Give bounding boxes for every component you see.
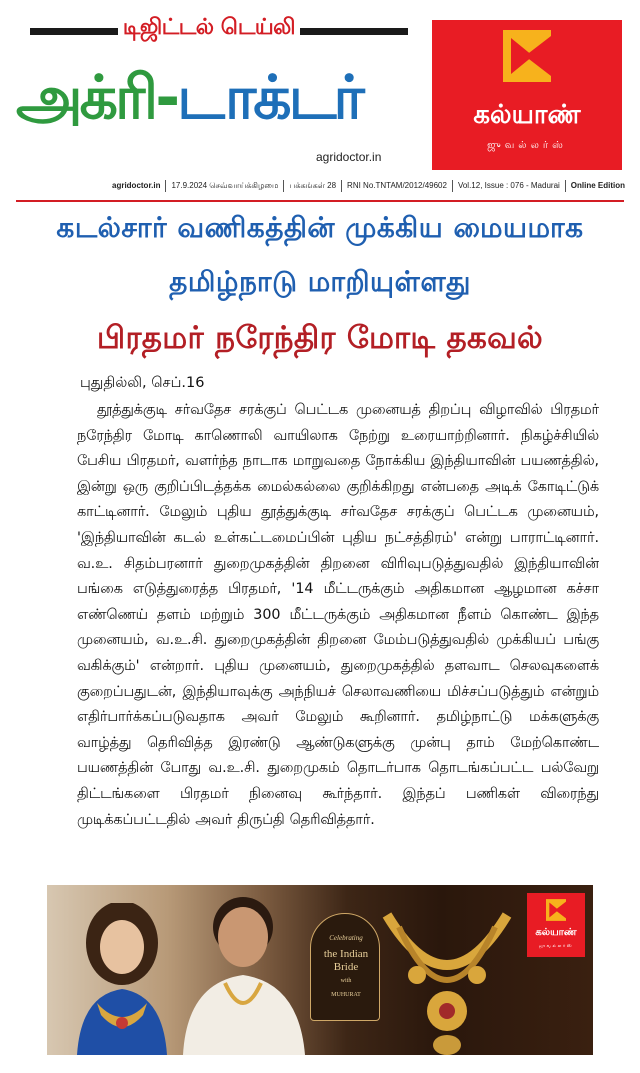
info-volume: Vol.12, Issue : 076 - Madurai — [453, 180, 566, 192]
tagline-rule-left — [30, 28, 118, 35]
headline-line-1: கடல்சார் வணிகத்தின் முக்கிய மையமாக — [56, 211, 584, 244]
masthead — [0, 0, 640, 205]
ad-advertiser-logo — [527, 893, 585, 957]
header-divider — [16, 200, 624, 202]
kalyan-k-mark-icon — [546, 899, 566, 921]
ad-logo-name: கல்யாண் — [535, 927, 577, 938]
badge-line-3: with — [340, 978, 352, 984]
necklace-image — [377, 905, 517, 1055]
info-pages: பக்கங்கள் 28 — [284, 180, 342, 192]
subheadline: பிரதமர் நரேந்திர மோடி தகவல் — [96, 320, 544, 356]
badge-line-4: MUHURAT — [331, 992, 361, 998]
edition-info-bar — [112, 178, 630, 194]
groom-model-image — [165, 891, 315, 1055]
info-edition: Online Edition — [570, 181, 626, 190]
bride-model-image — [67, 903, 177, 1055]
brand-title-part2: டாக்டர் — [177, 63, 362, 133]
advertiser-name: கல்யாண் — [473, 100, 581, 130]
info-date: 17.9.2024 செவ்வாய்க்கிழமை — [166, 180, 284, 192]
info-website[interactable]: agridoctor.in — [112, 180, 166, 192]
badge-line-1: Celebrating — [329, 934, 363, 942]
advertiser-logo[interactable] — [432, 20, 622, 170]
info-rni: RNI No.TNTAM/2012/49602 — [342, 180, 453, 192]
advertiser-subtitle: ஜுவல்லர்ஸ் — [487, 140, 567, 151]
badge-line-2: the Indian Bride — [323, 948, 369, 973]
ad-campaign-badge — [310, 913, 380, 1021]
kalyan-k-mark-icon — [503, 30, 551, 82]
tagline-rule-right — [300, 28, 408, 35]
dateline: புதுதில்லி, செப்.16 — [80, 375, 205, 391]
tagline: டிஜிட்டல் டெய்லி — [122, 15, 296, 40]
article-body — [77, 398, 599, 873]
headline-line-2: தமிழ்நாடு மாறியுள்ளது — [169, 265, 471, 298]
brand-website[interactable]: agridoctor.in — [316, 150, 382, 164]
article-paragraph: தூத்துக்குடி சர்வதேச சரக்குப் பெட்டக முனையத் திறப்பு விழாவில் பிரதமர் நரேந்திர மோடி காணொலி வாயிலாக நேற்று உரையாற்றினார். நிகழ்ச்சியில் பேசிய பிரதமர், வளர்ந்த நாடாக மாறுவதை நோக்கிய இந்தியாவின் பயணத்தில், இன்று ஒரு குறிப்பிடத்தக்க மைல்கல்லை குறிக்கிறது என்பதை அடிக் கோடிட்டுக் காட்டினார். மேலும் புதிய தூத்துக்குடி சர்வதேச சரக்குப் பெட்டக முனையம், 'இந்தியாவின் கடல் உள்கட்டமைப்பின் புதிய நட்சத்திரம்' என்று பாராட்டினார். வ.உ. சிதம்பரனார் துறைமுகத்தின் திறனை விரிவுபடுத்துவதில் இந்தியாவின் பங்கை எடுத்துரைத்த பிரதமர், '14 மீட்டருக்கும் அதிகமான ஆழமான கச்சா எண்ணெய் தளம் மற்றும் 300 மீட்டருக்கும் அதிகமான நீளம் கொண்ட இந்த முனையம், வ.உ.சி. துறைமுகத்தின் திறனை மேம்படுத்துவதில் முக்கியப் பங்கு வகிக்கும்' என்றார். புதிய முனையம், துறைமுகத்தில் தளவாட செலவுகளைக் குறைப்பதுடன், இந்தியாவுக்கு அந்நியச் செலாவணியை மிச்சப்படுத்தும் என்றும் எதிர்பார்க்கப்படுவதாக அவர் மேலும் கூறினார். தமிழ்நாட்டு மக்களுக்கு வாழ்த்து தெரிவித்த இரண்டு ஆண்டுகளுக்கு முன்பு தாம் மேற்கொண்ட பயணத்தின் போது வ.உ.சி. துறைமுகம் தொடர்பாக தொடங்கப்பட்ட பல்வேறு திட்டங்களை பிரதமர் நினைவு கூர்ந்தார். இந்தப் பணிகள் விரைந்து முடிக்கப்பட்டதில் அவர் திருப்தி தெரிவித்தார். — [77, 402, 599, 828]
advertisement-banner[interactable] — [47, 885, 593, 1055]
ad-logo-subtitle: ஜுவல்லர்ஸ் — [538, 944, 574, 949]
brand-title — [16, 48, 412, 148]
brand-title-part1: அக்ரி- — [16, 63, 178, 133]
